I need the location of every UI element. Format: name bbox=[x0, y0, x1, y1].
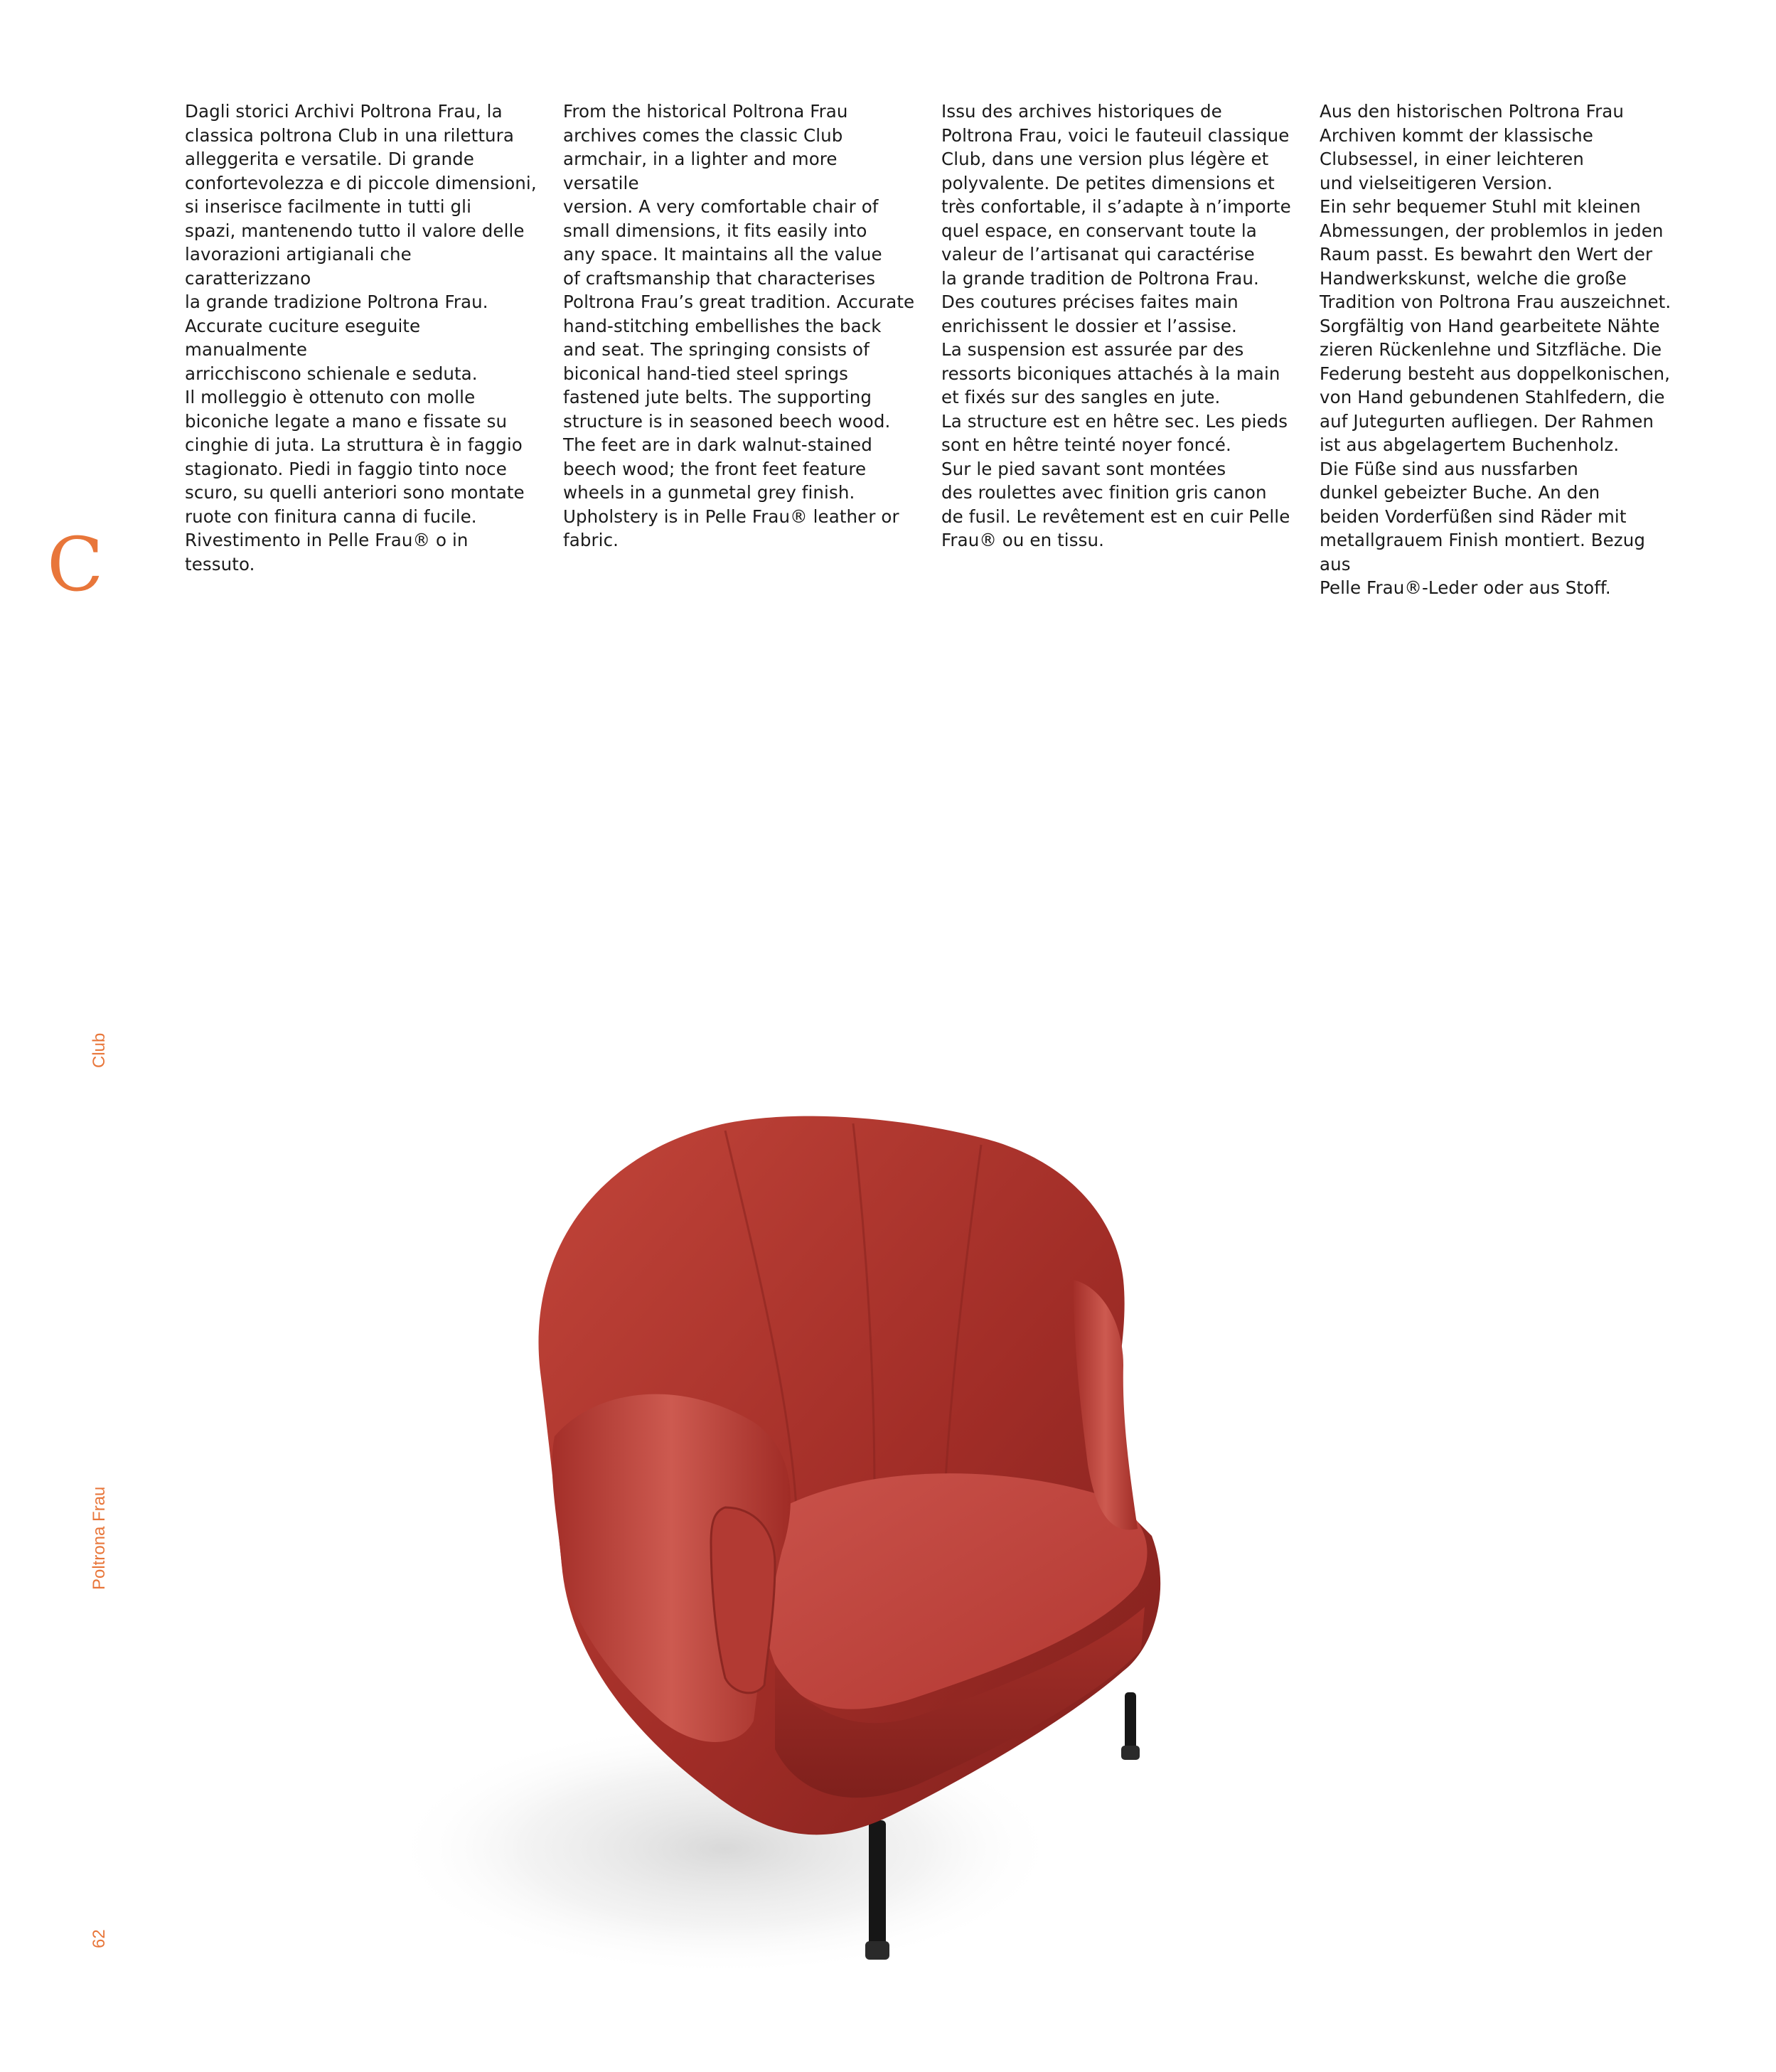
text-column-german: Aus den historischen Poltrona Frau Archiven kommt der klassische Clubsessel, in einer leichteren und vielseitigeren Version. Ein sehr bequemer Stuhl mit kleinen Abmessungen, der problemlos in jeden Raum passt. Es bewahrt den Wert der Handwerkskunst, welche die große Tradition von Poltrona Frau auszeichnet. Sorgfältig von Hand gearbeitete Nähte zieren Rückenlehne und Sitzfläche. Die Federung besteht aus doppelkonischen, von Hand gebundenen Stahlfedern, die auf Jutegurten aufliegen. Der Rahmen ist aus abgelagertem Buchenholz. Die Füße sind aus nussfarben dunkel gebeizter Buche. An den beiden Vorderfüßen sind Räder mit metallgrauem Finish montiert. Bezug aus Pelle Frau®-Leder oder aus Stoff. bbox=[1320, 101, 1671, 598]
text-column-english: From the historical Poltrona Frau archives comes the classic Club armchair, in a lighter and more versatile version. A very comfortable chair of small dimensions, it fits easily into any space. It maintains all the value of craftsmanship that characterises Poltrona Frau’s great tradition. Accurate hand-stitching embellishes the back and seat. The springing consists of biconical hand-tied steel springs fastened jute belts. The supporting structure is in seasoned beech wood. The feet are in dark walnut-stained beech wood; the front feet feature wheels in a gunmetal grey finish. Upholstery is in Pelle Frau® leather or fabric. bbox=[563, 101, 915, 550]
armchair-photo bbox=[355, 1109, 1280, 2019]
armchair-image bbox=[355, 1109, 1280, 2019]
text-column-italian: Dagli storici Archivi Poltrona Frau, la classica poltrona Club in una rilettura alleggerita e versatile. Di grande confortevolezza e di piccole dimensioni, si inserisce facilmente in tutti gli spazi, mantenendo tutto il valore delle lavorazioni artigianali che caratterizzano la grande tradizione Poltrona Frau. Accurate cuciture eseguite manualmente arricchiscono schienale e seduta. Il molleggio è ottenuto con molle biconiche legate a mano e fissate su cinghie di juta. La struttura è in faggio stagionato. Piedi in faggio tinto noce scuro, su quelli anteriori sono montate ruote con finitura canna di fucile. Rivestimento in Pelle Frau® o in tessuto. bbox=[185, 101, 537, 575]
section-initial: C bbox=[47, 521, 104, 608]
page-number: 62 bbox=[90, 1929, 109, 1948]
side-label-brand: Poltrona Frau bbox=[90, 1486, 109, 1590]
text-column-french: Issu des archives historiques de Poltrona Frau, voici le fauteuil classique Club, dans une version plus légère et polyvalente. De petites dimensions et très confortable, il s’adapte à n’importe quel espace, en conservant toute la valeur de l’artisanat qui caractérise la grande tradition de Poltrona Frau. Des coutures précises faites main enrichissent le dossier et l’assise. La suspension est assurée par des ressorts biconiques attachés à la main et fixés sur des sangles en jute. La structure est en hêtre sec. Les pieds sont en hêtre teinté noyer foncé. Sur le pied savant sont montées des roulettes avec finition gris canon de fusil. Le revêtement est en cuir Pelle Frau® ou en tissu. bbox=[941, 101, 1291, 550]
side-label-product: Club bbox=[90, 1032, 109, 1068]
